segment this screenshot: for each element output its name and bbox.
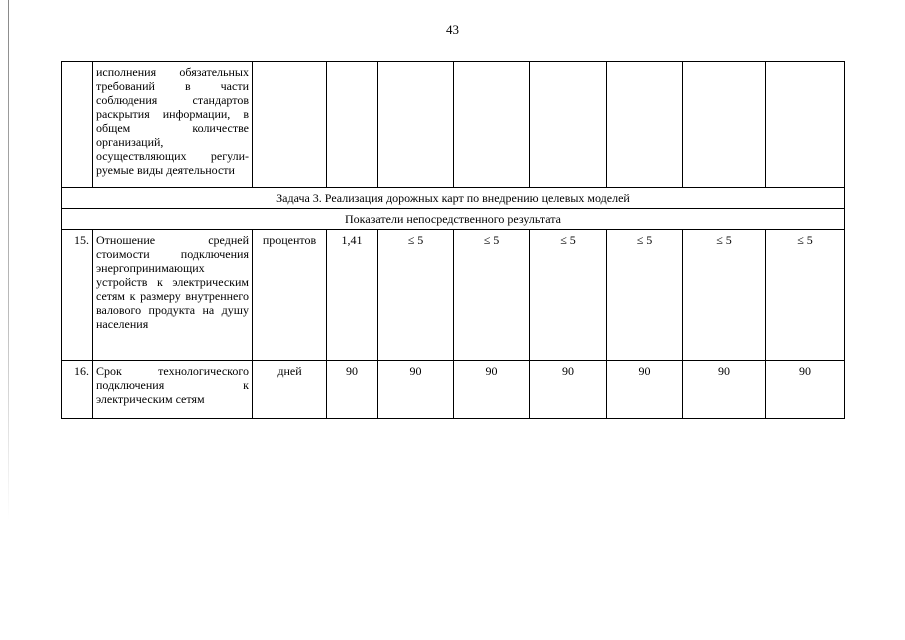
row-unit: процентов: [253, 230, 327, 361]
cell-description: исполнения обязательных требований в части соблюдения стандартов раскрытия информации, в общем количестве организаций, осуществляющих регули-руемые виды деятельности: [93, 62, 253, 188]
row-value: 90: [683, 361, 766, 419]
row-value: 90: [327, 361, 378, 419]
indicators-table: [61, 61, 845, 419]
row-value: 90: [607, 361, 683, 419]
row-number: 15.: [62, 230, 93, 361]
cell-value: [683, 62, 766, 188]
table-row: [62, 230, 845, 361]
cell-value: [378, 62, 454, 188]
row-value: ≤ 5: [607, 230, 683, 361]
table-row: [62, 361, 845, 419]
row-value: ≤ 5: [454, 230, 530, 361]
table-row-task-header: [62, 188, 845, 209]
table-row-continued: [62, 62, 845, 188]
cell-value: [530, 62, 607, 188]
row-value: ≤ 5: [378, 230, 454, 361]
row-value: ≤ 5: [530, 230, 607, 361]
row-description: Отношение средней стоимости подключения энергопринимающих устройств к электрическим сетям к размеру внутреннего валового продукта на душу населения: [93, 230, 253, 361]
row-value: 90: [766, 361, 845, 419]
row-value: 90: [530, 361, 607, 419]
row-value: 1,41: [327, 230, 378, 361]
task-header: Задача 3. Реализация дорожных карт по внедрению целевых моделей: [62, 188, 845, 209]
row-description: Срок технологического подключения к электрическим сетям: [93, 361, 253, 419]
row-value: ≤ 5: [766, 230, 845, 361]
table-row-indicators-header: [62, 209, 845, 230]
cell-value: [607, 62, 683, 188]
row-value: 90: [378, 361, 454, 419]
row-unit: дней: [253, 361, 327, 419]
page-number: 43: [446, 22, 459, 37]
row-value: 90: [454, 361, 530, 419]
cell-value: [766, 62, 845, 188]
indicators-header: Показатели непосредственного результата: [62, 209, 845, 230]
row-value: ≤ 5: [683, 230, 766, 361]
cell-num: [62, 62, 93, 188]
cell-value: [327, 62, 378, 188]
row-number: 16.: [62, 361, 93, 419]
cell-value: [454, 62, 530, 188]
scan-edge-line: [8, 0, 9, 520]
cell-unit: [253, 62, 327, 188]
